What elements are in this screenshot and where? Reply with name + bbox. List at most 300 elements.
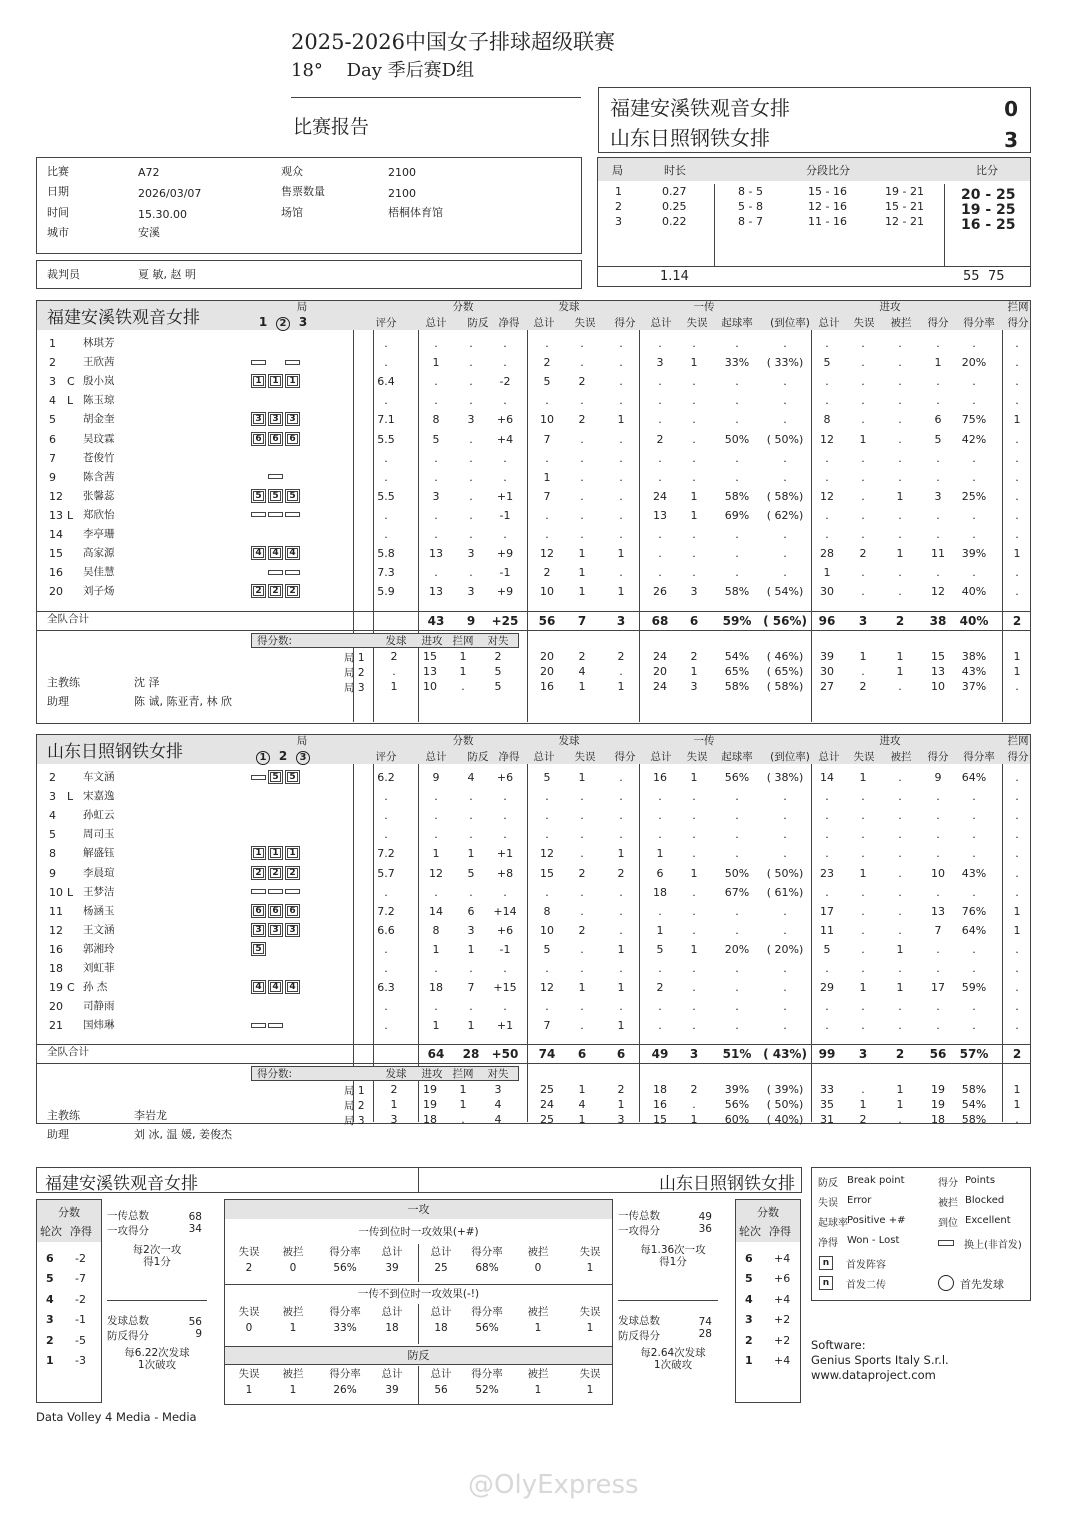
player-name: 杨涵玉: [83, 904, 115, 917]
stat-cell: .: [783, 547, 787, 561]
partial-score: 8 - 7: [738, 215, 763, 228]
good-pass-title: 一传到位时一攻效果(+#): [358, 1226, 479, 1238]
stat-cell: 40%: [961, 585, 987, 599]
stat-cell: .: [658, 375, 662, 389]
points-by-value: 1: [459, 665, 467, 678]
stat-cell: +1: [496, 847, 514, 861]
stat-cell: ( 54%): [766, 585, 804, 599]
stat-cell: .: [861, 904, 865, 918]
stat-cell: 56%: [724, 771, 750, 784]
points-by-value: 10: [423, 680, 437, 693]
position-number: 1: [253, 848, 264, 858]
stat-cell: .: [783, 394, 787, 408]
stat-cell: .: [545, 828, 549, 842]
player-name: 殷小岚: [83, 375, 115, 388]
player-set-lineup: [251, 923, 302, 937]
sideout-ratio-2: 得1分: [143, 1256, 171, 1268]
attack-col-header: 得分率: [471, 1306, 503, 1318]
stat-cell: .: [545, 962, 549, 975]
stat-cell: .: [783, 904, 787, 918]
stat-cell: .: [580, 432, 584, 446]
legend-key: 防反: [818, 1178, 838, 1189]
assistant-label: 助理: [47, 1128, 69, 1141]
starting-position: [285, 374, 300, 388]
stat-cell: .: [936, 375, 940, 389]
total-cell: 3: [858, 1047, 868, 1061]
stat-cell: ( 62%): [766, 508, 804, 522]
stat-cell: .: [825, 828, 829, 842]
player-set-lineup: [251, 885, 302, 898]
away-break-points: 28: [698, 1328, 712, 1340]
stat-cell: .: [735, 981, 739, 995]
player-set-lineup: [251, 546, 302, 560]
bad-pass-title: 一传不到位时一攻效果(-!): [357, 1288, 480, 1300]
points-by-value: 13: [423, 665, 437, 678]
rotation-net: +4: [774, 1354, 791, 1367]
player-set-lineup: [251, 527, 302, 540]
attack-col-header: 失误: [579, 1246, 601, 1258]
stat-cell: .: [580, 337, 584, 350]
position-number: 6: [287, 434, 298, 444]
rotation-net: +2: [774, 1313, 791, 1327]
partial-score: 12 - 16: [808, 200, 847, 213]
stat-cell: .: [658, 547, 662, 561]
stat-cell: .: [972, 375, 976, 389]
stat-cell: 1: [543, 470, 551, 484]
stat-cell: .: [936, 962, 940, 975]
player-name: 郭湘玲: [83, 942, 115, 955]
stat-cell: .: [434, 528, 438, 541]
stat-cell: 1: [578, 585, 586, 599]
stat-cell: .: [735, 394, 739, 408]
points-by-value: 1: [459, 1083, 467, 1096]
attack-value: 56: [434, 1384, 448, 1396]
software-url[interactable]: www.dataproject.com: [811, 1368, 936, 1382]
stat-cell: .: [619, 790, 623, 804]
head-coach: 沈 泽: [134, 676, 160, 689]
rotation-number: 6: [46, 1252, 54, 1265]
player-number: 1: [49, 337, 56, 350]
stat-cell: .: [972, 528, 976, 541]
stat-cell: .: [503, 528, 507, 541]
stat-cell: .: [692, 337, 696, 350]
stat-cell: .: [580, 942, 584, 956]
points-by-col: 进攻: [421, 635, 443, 647]
starting-position: [285, 980, 300, 994]
set-score: 16 - 25: [961, 217, 1016, 233]
col-header: 防反: [467, 751, 489, 763]
player-name: 李晨瑄: [83, 866, 115, 879]
start-setter-icon: n: [819, 1276, 833, 1290]
legend-value: Excellent: [965, 1215, 1011, 1226]
stat-cell: 1: [896, 942, 904, 956]
stat-cell: .: [545, 528, 549, 541]
substitute-icon: [938, 1240, 954, 1246]
attack-col-header: 失误: [238, 1368, 260, 1380]
software-vendor: Genius Sports Italy S.r.l.: [811, 1353, 949, 1367]
stat-cell: 1: [432, 847, 440, 861]
substitute-icon: [268, 1023, 283, 1028]
stat-cell: .: [580, 451, 584, 465]
legend-box: [811, 1167, 1031, 1301]
stat-cell: .: [658, 413, 662, 427]
stat-cell: 7.2: [377, 904, 395, 918]
starting-position: [268, 980, 283, 994]
player-name: 司静雨: [83, 1000, 115, 1013]
stat-cell: 9: [432, 771, 440, 784]
serve-total: 56: [188, 1316, 202, 1328]
rotation-title: 分数: [757, 1206, 779, 1219]
points-group-header: 分数: [452, 735, 474, 747]
set-split-value: 3: [617, 1113, 625, 1126]
set-split-value: .: [861, 665, 865, 678]
stat-cell: 5: [467, 866, 475, 880]
away-reception-total: 49: [698, 1211, 712, 1223]
stat-cell: ( 50%): [766, 866, 804, 880]
stat-cell: 5: [543, 375, 551, 389]
starting-position: [251, 980, 266, 994]
player-name: 郑欣怡: [83, 508, 115, 521]
attack-col-header: 总计: [430, 1246, 452, 1258]
attack-value: 39: [385, 1384, 399, 1396]
set-split-value: 56%: [724, 1098, 750, 1111]
set-split-value: 10: [931, 680, 945, 693]
set-label: 局 2: [344, 1100, 365, 1112]
stat-cell: .: [898, 790, 902, 804]
col-header: 得分: [1007, 317, 1029, 329]
stat-cell: .: [469, 432, 473, 446]
stat-cell: 1: [823, 566, 831, 580]
stat-cell: .: [783, 451, 787, 465]
stat-cell: .: [735, 470, 739, 484]
stat-cell: .: [735, 566, 739, 580]
attack-value: 33%: [333, 1322, 357, 1334]
stat-cell: .: [384, 885, 388, 899]
set-header-1: 1: [258, 315, 268, 329]
set-split-value: 13: [931, 665, 945, 678]
points-by-col: 拦网: [452, 635, 474, 647]
stat-cell: .: [619, 508, 623, 522]
position-number: 2: [270, 586, 281, 596]
stat-cell: .: [434, 1000, 438, 1014]
head-coach: 李岩龙: [134, 1109, 167, 1122]
set-split-value: 1: [578, 1083, 586, 1096]
stat-cell: .: [503, 1000, 507, 1014]
substitute-icon: [268, 512, 283, 517]
stat-cell: 12: [540, 981, 554, 995]
stat-cell: .: [898, 413, 902, 427]
sideout-ratio: 每2次一攻: [132, 1244, 182, 1256]
set-header-1: 1: [256, 751, 270, 765]
set-split-value: 1: [690, 1113, 698, 1126]
attack-col-header: 得分率: [329, 1368, 361, 1380]
stat-cell: 30: [820, 585, 834, 599]
divider: [418, 330, 419, 722]
total-cell: 2: [895, 614, 905, 628]
stat-cell: .: [861, 1000, 865, 1014]
stat-cell: .: [384, 1019, 388, 1033]
stat-cell: +15: [493, 981, 517, 995]
stat-cell: .: [825, 508, 829, 522]
stat-cell: +9: [496, 547, 514, 561]
set-split-value: 54%: [961, 1098, 987, 1111]
time-value: 15.30.00: [138, 208, 187, 221]
break-ratio: 每6.22次发球: [124, 1347, 190, 1359]
stat-cell: .: [936, 451, 940, 465]
break-ratio-2: 1次破攻: [137, 1359, 177, 1371]
stat-cell: .: [898, 866, 902, 880]
substitute-label: 换上(非首发): [964, 1240, 1022, 1251]
legend-value: Blocked: [965, 1195, 1005, 1206]
stat-cell: 42%: [961, 432, 987, 446]
stat-cell: .: [1015, 828, 1019, 842]
player-number: 3: [49, 375, 56, 389]
player-number: 3: [49, 790, 56, 804]
report-title: 比赛报告: [293, 116, 370, 138]
stat-cell: 11: [931, 547, 945, 561]
partial-score: 8 - 5: [738, 185, 763, 198]
col-header: 总计: [425, 751, 447, 763]
stat-cell: 16: [653, 771, 667, 784]
stat-cell: .: [580, 828, 584, 842]
rotation-number: 2: [46, 1333, 54, 1347]
stat-cell: 59%: [961, 981, 987, 995]
starting-position: [268, 923, 283, 937]
rotation-col: 轮次: [40, 1225, 62, 1238]
stat-cell: 7: [467, 981, 475, 995]
set-split-value: 43%: [961, 665, 987, 678]
stat-cell: ( 33%): [766, 356, 804, 370]
position-number: 5: [287, 772, 298, 782]
attack-col-header: 被拦: [527, 1368, 549, 1380]
partial-score: 11 - 16: [808, 215, 847, 228]
stat-cell: .: [972, 885, 976, 899]
col-header: 起球率: [721, 751, 753, 763]
stat-cell: .: [658, 962, 662, 975]
stat-cell: 8: [543, 904, 551, 918]
total-away-points: 75: [988, 269, 1005, 284]
stat-cell: .: [545, 1000, 549, 1014]
substitute-icon: [285, 889, 300, 894]
stat-cell: 10: [540, 923, 554, 937]
stat-cell: .: [972, 809, 976, 823]
away-break-ratio: 每2.64次发球: [640, 1347, 706, 1359]
stat-cell: .: [735, 962, 739, 975]
away-sets-won: 3: [1004, 128, 1018, 152]
set-split-value: 16: [540, 680, 554, 693]
attack-value: 18: [385, 1322, 399, 1334]
attack-value: 56%: [333, 1262, 357, 1274]
stat-cell: .: [1015, 885, 1019, 899]
stat-cell: 1: [1013, 904, 1021, 918]
total-cell: 68: [651, 614, 669, 628]
attack-value: 52%: [475, 1384, 499, 1396]
set-split-value: 1: [859, 1098, 867, 1111]
stat-cell: .: [692, 1000, 696, 1014]
player-set-lineup: [251, 336, 302, 349]
stat-cell: .: [783, 828, 787, 842]
set-split-value: 15: [931, 650, 945, 663]
stat-cell: 1: [656, 923, 664, 937]
set-split-value: 33: [820, 1083, 834, 1096]
set-split-value: 4: [578, 665, 586, 678]
player-name: 张馨蕊: [83, 489, 115, 502]
team-box: [36, 734, 1031, 1141]
stat-cell: 1: [467, 847, 475, 861]
stat-cell: .: [692, 790, 696, 804]
coach-label: 主教练: [47, 676, 80, 689]
sets-header-duration: 时长: [664, 164, 686, 177]
stat-cell: .: [384, 809, 388, 823]
player-name: 孙 杰: [83, 981, 108, 994]
stat-cell: .: [1015, 790, 1019, 804]
attack-value: 0: [534, 1262, 542, 1274]
starting-position: [285, 846, 300, 860]
stat-cell: 1: [578, 771, 586, 784]
set-split-value: 24: [653, 680, 667, 693]
stat-cell: ( 50%): [766, 432, 804, 446]
stat-cell: .: [1015, 528, 1019, 541]
rotation-net: +4: [774, 1252, 791, 1265]
total-cell: 6: [689, 614, 699, 628]
stat-cell: 1: [896, 489, 904, 503]
referee-names: 夏 敏, 赵 明: [138, 268, 196, 281]
stat-cell: 2: [859, 547, 867, 561]
player-name: 吴佳慧: [83, 566, 115, 579]
stat-cell: 7.3: [377, 566, 395, 580]
player-name: 高家源: [83, 547, 115, 560]
attack-col-header: 得分率: [471, 1246, 503, 1258]
stat-cell: .: [1015, 489, 1019, 503]
stat-cell: 43%: [961, 866, 987, 880]
attack-value: 39: [385, 1262, 399, 1274]
stat-cell: 8: [432, 923, 440, 937]
team-name: 福建安溪铁观音女排: [47, 308, 200, 328]
stat-cell: .: [658, 451, 662, 465]
stat-cell: .: [861, 489, 865, 503]
starting-position: [251, 412, 266, 426]
stat-cell: ( 38%): [766, 771, 804, 784]
set-split-value: 1: [1013, 1098, 1021, 1111]
player-name: 王梦洁: [83, 885, 115, 898]
home-rotation-box: [36, 1199, 102, 1403]
points-by-value: 1: [459, 650, 467, 663]
stat-cell: +14: [493, 904, 517, 918]
software-label: Software:: [811, 1338, 866, 1352]
stat-cell: 1: [432, 942, 440, 956]
stat-cell: .: [692, 1019, 696, 1033]
starting-position: [285, 866, 300, 880]
total-cell: 3: [616, 614, 626, 628]
stat-cell: .: [972, 1019, 976, 1033]
sets-table: [597, 157, 1031, 287]
set-split-value: ( 39%): [766, 1083, 804, 1096]
stat-cell: .: [898, 528, 902, 541]
stat-cell: 3: [467, 923, 475, 937]
stat-cell: .: [936, 828, 940, 842]
total-home-points: 55: [963, 269, 980, 284]
player-name: 刘子炀: [83, 585, 115, 598]
stat-cell: .: [936, 809, 940, 823]
stat-cell: -1: [499, 566, 511, 580]
stat-cell: .: [735, 413, 739, 427]
set-split-value: 24: [540, 1098, 554, 1111]
stat-cell: .: [825, 394, 829, 408]
attack-value: 25: [434, 1262, 448, 1274]
stat-cell: 1: [578, 981, 586, 995]
stat-cell: .: [658, 337, 662, 350]
starting-position: [251, 904, 266, 918]
stat-cell: .: [658, 790, 662, 804]
set-score: 20 - 25: [961, 187, 1016, 203]
set-split-value: 2: [617, 1083, 625, 1096]
player-set-lineup: [251, 565, 302, 578]
legend-value: Points: [965, 1175, 996, 1186]
stat-cell: 12: [540, 847, 554, 861]
stat-cell: .: [898, 356, 902, 370]
partial-score: 15 - 21: [885, 200, 924, 213]
starting-position: [251, 489, 266, 503]
stat-cell: .: [469, 375, 473, 389]
player-set-lineup: [251, 866, 302, 880]
break-points-label: 防反得分: [107, 1330, 149, 1342]
position-number: 6: [270, 906, 281, 916]
venue-label: 场馆: [281, 206, 303, 219]
set-number: 1: [615, 185, 622, 198]
position-number: 5: [270, 772, 281, 782]
tickets-value: 2100: [388, 187, 416, 200]
player-set-lineup: [251, 374, 302, 388]
stat-cell: .: [692, 962, 696, 975]
player-name: 解盛钰: [83, 847, 115, 860]
set-number: 2: [615, 200, 622, 213]
position-number: 2: [287, 868, 298, 878]
stat-cell: .: [936, 566, 940, 580]
stat-cell: .: [384, 828, 388, 842]
set-split-value: .: [898, 1113, 902, 1126]
total-cell: ( 43%): [763, 1047, 807, 1061]
stat-cell: .: [619, 470, 623, 484]
stat-cell: 18: [653, 885, 667, 899]
points-by-col: 拦网: [452, 1068, 474, 1080]
points-by-value: 1: [459, 1098, 467, 1111]
attack-value: 1: [586, 1322, 594, 1334]
position-number: 3: [253, 925, 264, 935]
stat-cell: 1: [896, 547, 904, 561]
break-title: 防反: [407, 1349, 430, 1362]
stat-cell: .: [658, 566, 662, 580]
total-cell: 51%: [722, 1047, 752, 1061]
set-number: 3: [615, 215, 622, 228]
stat-cell: .: [580, 1019, 584, 1033]
stat-cell: 20%: [961, 356, 987, 370]
attack-value: 2: [245, 1262, 253, 1274]
stat-cell: ( 20%): [766, 942, 804, 956]
stat-cell: .: [503, 809, 507, 823]
set-numbers: [256, 315, 316, 331]
stat-cell: 50%: [724, 432, 750, 446]
player-number: 16: [49, 566, 63, 580]
partial-score: 19 - 21: [885, 185, 924, 198]
points-by-col: 发球: [385, 1068, 407, 1080]
score-box: [598, 87, 1031, 153]
set-split-value: 20: [540, 650, 554, 663]
set-split-value: 65%: [724, 665, 750, 678]
stat-cell: 5.7: [377, 866, 395, 880]
sets-header-partials: 分段比分: [806, 164, 850, 177]
stat-cell: .: [1015, 771, 1019, 784]
start-lineup-label: 首发阵容: [846, 1260, 886, 1271]
